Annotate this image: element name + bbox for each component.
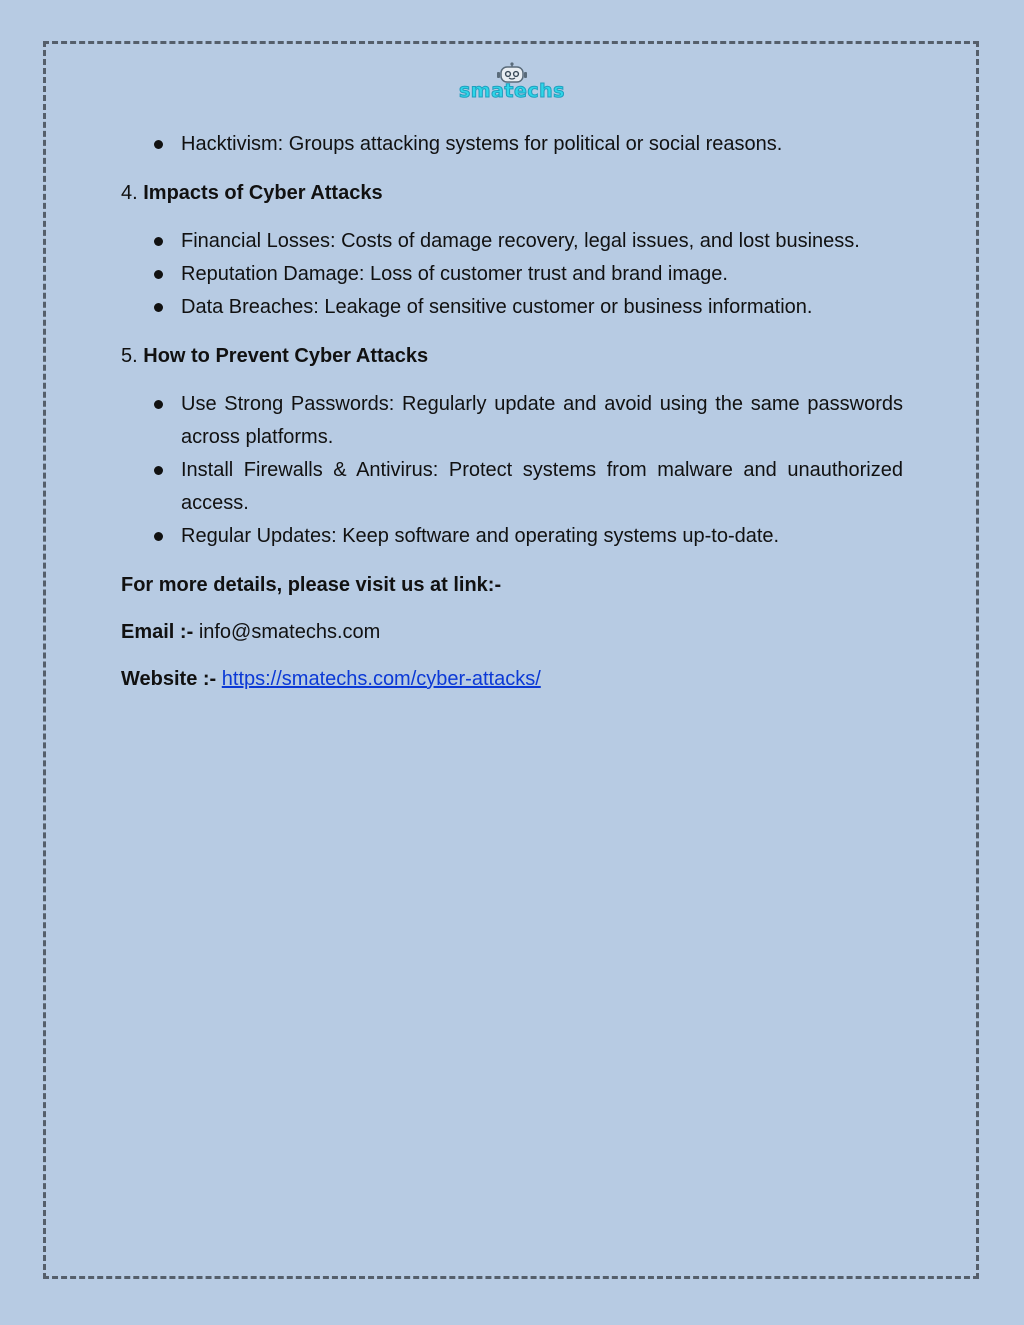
email-label: Email :- bbox=[121, 621, 194, 643]
section-heading-impacts bbox=[121, 178, 903, 208]
website-link[interactable]: https://smatechs.com/cyber-attacks/ bbox=[221, 668, 541, 690]
email-value: info@smatechs.com bbox=[198, 621, 381, 643]
section-heading-prevent bbox=[121, 341, 903, 371]
intro-bullet-list bbox=[121, 128, 903, 161]
email-line bbox=[121, 617, 903, 647]
logo-text: smatechs bbox=[459, 80, 565, 102]
list-item: Regular Updates: Keep software and operating systems up-to-date. bbox=[181, 520, 903, 553]
list-item: Financial Losses: Costs of damage recovery, legal issues, and lost business. bbox=[181, 225, 903, 258]
website-line bbox=[121, 664, 903, 694]
section-number: 5. bbox=[121, 345, 138, 367]
section-number: 4. bbox=[121, 182, 138, 204]
list-item: Install Firewalls & Antivirus: Protect systems from malware and unauthorized access. bbox=[181, 454, 903, 520]
more-details-text: For more details, please visit us at link:- bbox=[121, 574, 502, 596]
list-item: Hacktivism: Groups attacking systems for political or social reasons. bbox=[181, 128, 903, 161]
document-body bbox=[121, 128, 903, 694]
list-item: Data Breaches: Leakage of sensitive customer or business information. bbox=[181, 291, 903, 324]
smatechs-logo bbox=[446, 62, 578, 102]
impacts-bullet-list bbox=[121, 225, 903, 324]
prevent-bullet-list bbox=[121, 388, 903, 553]
section-title: Impacts of Cyber Attacks bbox=[143, 182, 383, 204]
website-label: Website :- bbox=[121, 668, 217, 690]
list-item: Use Strong Passwords: Regularly update and avoid using the same passwords across platforms. bbox=[181, 388, 903, 454]
section-title: How to Prevent Cyber Attacks bbox=[143, 345, 429, 367]
list-item: Reputation Damage: Loss of customer trust and brand image. bbox=[181, 258, 903, 291]
